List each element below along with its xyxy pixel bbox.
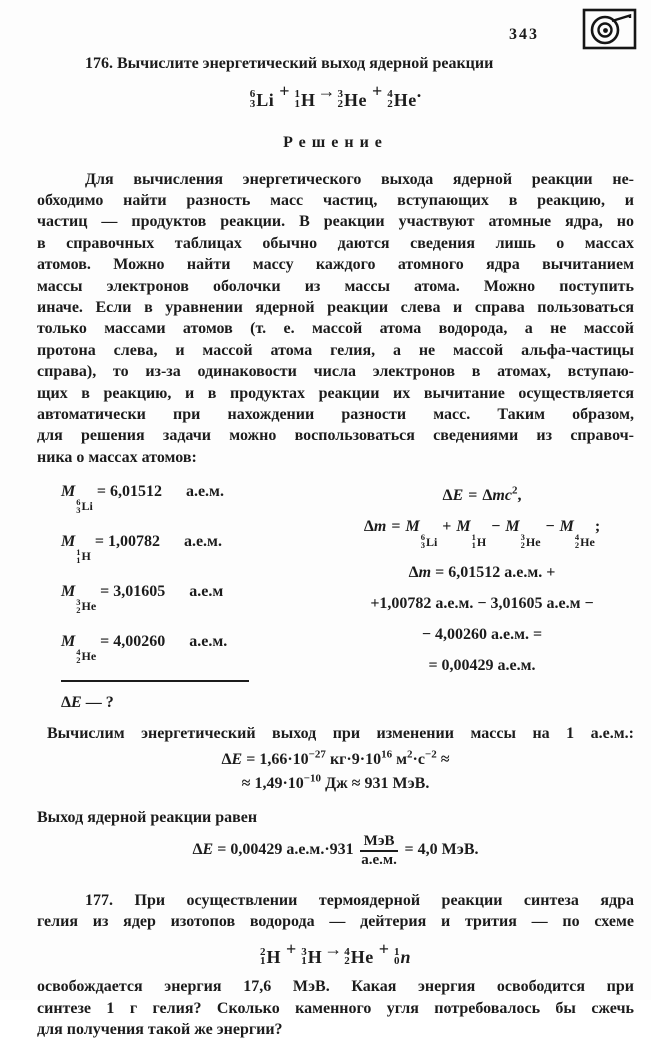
solution-heading: Решение	[283, 133, 388, 151]
given-divider-line	[61, 680, 249, 682]
yield-intro: Выход ядерной реакции равен	[37, 808, 258, 826]
equation-substitution: +1,00782 а.е.м. − 3,01605 а.е.м −	[370, 594, 594, 612]
nuclide-h1: 1 1 H	[294, 88, 316, 110]
reaction-formula-176	[37, 79, 634, 112]
paragraph-line: массы электронов оболочки из массы атома. Можно поступить	[37, 277, 634, 295]
spiral-stamp-icon	[581, 6, 639, 57]
paragraph-line: 177. При осуществлении термоядерной реакции синтеза ядра	[85, 892, 634, 909]
paragraph-line: автоматически при нахождении разности масс. Таким образом,	[37, 405, 634, 423]
equation-energy-per-amu: $\Delta E = 1,66\cdot 10^{-27}$ $кг\cdot 9\cdot 10^{16}$ $м^2\cdot с^{-2}$ ≈	[221, 748, 450, 768]
equation-yield: ΔE = 0,00429 а.е.м.·931 $\frac{\text{МэВ}}{а.е.м.}$ = 4,0 МэВ.	[192, 832, 479, 868]
paragraph-line: только массами атомов (т. е. массой атома водорода, а не массой	[37, 320, 634, 338]
equation-substitution: Δm = 6,01512 а.е.м. +	[408, 563, 556, 581]
nuclide-he3: 3 2 He	[520, 532, 541, 550]
given-row: M 3 2 He = 3,01605 а.е.м	[61, 580, 285, 618]
period: .	[416, 81, 422, 101]
nuclide-li6: 6 3 Li	[420, 532, 438, 550]
paragraph-line: синтезе 1 г гелия? Сколько каменного угля потребовалось бы сжечь	[37, 999, 634, 1017]
plus-sign: +	[378, 938, 390, 959]
nuclide-tritium: 3 1 H	[301, 945, 323, 968]
problem-177	[37, 890, 634, 933]
nuclide-li6: 6 3 Li	[249, 88, 275, 110]
paragraph-line: обходимо найти разность масс частиц, вступающих в реакцию, и	[37, 191, 634, 209]
given-row: M 1 1 H = 1,00782 а.е.м.	[61, 530, 285, 568]
equation-energy: ΔE = Δmc$^2$,	[442, 484, 522, 505]
paragraph-line: справа), то из-за одинаковости числа электронов в атомах, вступаю-	[37, 363, 634, 381]
reaction-formula-177	[37, 937, 634, 970]
nuclide-deuterium: 2 1 H	[259, 945, 281, 968]
paragraph-line: щих в реакцию, и в продуктах реакции их вычитание осуществляется	[37, 384, 634, 402]
paragraph-line: ника о массах атомов:	[37, 448, 197, 466]
nuclide-he3: 3 2 He	[76, 597, 97, 615]
solution-paragraph	[37, 169, 634, 469]
paragraph-line: для получения такой же энергии?	[37, 1021, 283, 1039]
nuclide-he3: 3 2 He	[337, 88, 368, 110]
nuclide-he4: 4 2 He	[387, 88, 417, 110]
derivation-block	[285, 480, 634, 714]
paragraph-line: в справочных таблицах обычно даются сведения лишь о массах	[37, 234, 634, 252]
nuclide-h1: 1 1 H	[76, 547, 91, 565]
plus-sign: +	[372, 81, 383, 101]
plus-sign: +	[285, 938, 297, 959]
given-row: M 6 3 Li = 6,01512 а.е.м.	[61, 480, 285, 518]
problem-176-title: 176. Вычислите энергетический выход ядерной реакции	[85, 55, 494, 72]
nuclide-he4: 4 2 He	[76, 647, 97, 665]
paragraph-line: для решения задачи можно воспользоваться сведениями из справоч-	[37, 427, 634, 445]
equation-result: = 0,00429 а.е.м.	[428, 656, 536, 674]
paragraph-line: атомов. Можно найти массу каждого атомного ядра вычитанием	[37, 256, 634, 274]
paragraph-line: Для вычисления энергетического выхода ядерной реакции не-	[85, 170, 634, 188]
nuclide-he4: 4 2 He	[574, 532, 595, 550]
page-number: 343	[509, 26, 539, 43]
solution-columns	[37, 480, 634, 714]
problem-177-continued	[37, 976, 634, 1040]
paragraph-line: гелия из ядер изотопов водорода — дейтерия и трития — по схеме	[37, 913, 634, 931]
equation-energy-value: ≈ $1,49\cdot 10^{-10}$ Дж ≈ 931 МэВ.	[241, 772, 430, 792]
plus-sign: +	[279, 81, 290, 101]
given-row: M 4 2 He = 4,00260 а.е.м.	[61, 630, 285, 668]
energy-calc-intro: Вычислим энергетический выход при изменении массы на 1 а.е.м.:	[47, 725, 634, 743]
paragraph-line: освобождается энергия 17,6 МэВ. Какая энергия освободится при	[37, 978, 634, 996]
paragraph-line: протона слева, и массой атома гелия, а не массой альфа-частицы	[37, 341, 634, 359]
paragraph-line: иначе. Если в уравнении ядерной реакции слева и справа пользоваться	[37, 298, 634, 316]
fraction-mev-per-amu: $\frac{\text{МэВ}}{а.е.м.}$	[361, 832, 397, 868]
arrow-icon: →	[324, 938, 343, 959]
equation-mass-difference: Δm = M 6 3 Li + M 1 1 H − M 3 2 He − M 4 2 He ;	[330, 515, 634, 554]
nuclide-he4: 4 2 He	[344, 945, 374, 968]
equation-substitution: − 4,00260 а.е.м. =	[421, 625, 543, 643]
given-data-block	[37, 480, 285, 714]
paragraph-line: частиц — продуктов реакции. В реакции участвуют атомные ядра, но	[37, 213, 634, 231]
nuclide-neutron: 1 0 n	[394, 945, 412, 968]
find-quantity: ΔE — ?	[61, 694, 114, 712]
nuclide-li6: 6 3 Li	[76, 497, 93, 515]
nuclide-h1: 1 1 H	[471, 532, 487, 550]
arrow-icon: →	[317, 81, 336, 101]
